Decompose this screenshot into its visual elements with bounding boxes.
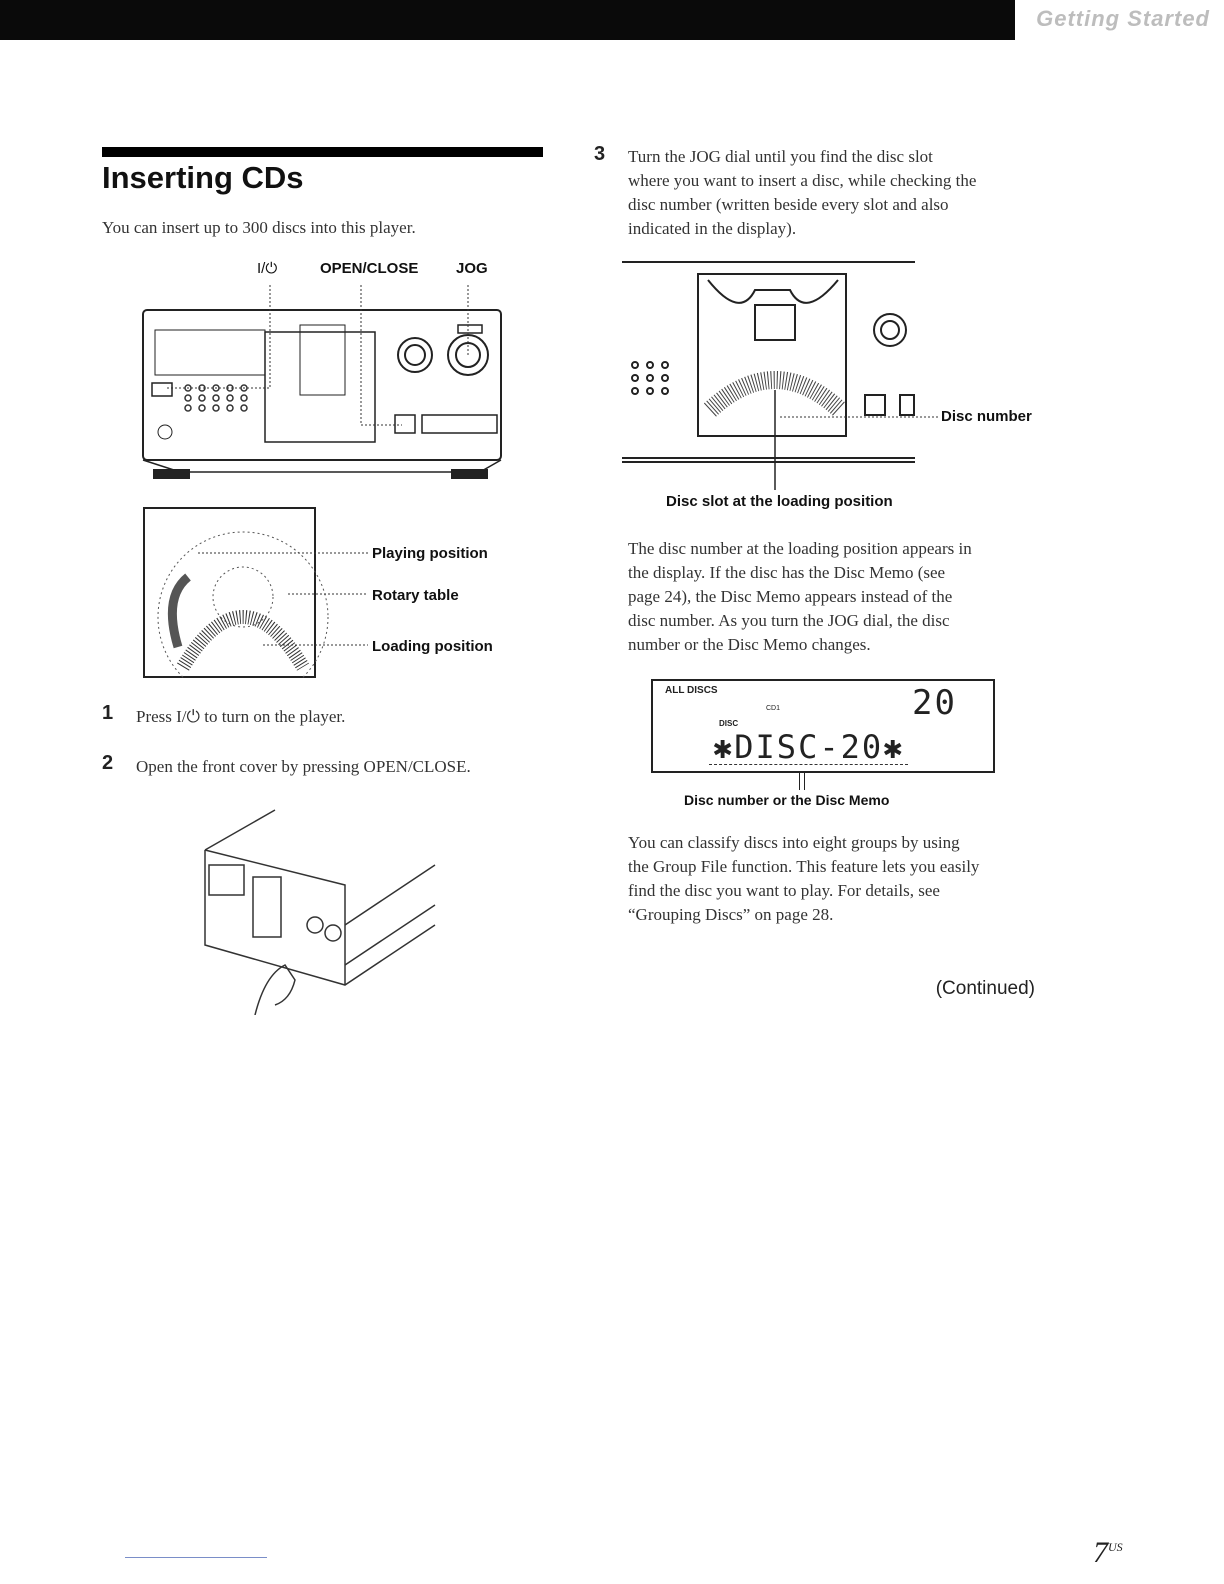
- label-loading-position: Loading position: [372, 638, 493, 655]
- text-line: “Grouping Discs” on page 28.: [628, 905, 834, 924]
- label-power: I/⏻: [257, 260, 278, 277]
- display-cd: CD1: [766, 705, 781, 712]
- label-rotary-table: Rotary table: [372, 587, 459, 604]
- label-disc-number: Disc number: [941, 408, 1032, 425]
- text-line: find the disc you want to play. For details, see: [628, 881, 940, 900]
- label-disc-slot: Disc slot at the loading position: [666, 493, 893, 510]
- text-line: disc number (written beside every slot and also: [628, 195, 949, 214]
- section-title: Getting Started: [1036, 6, 1210, 31]
- paragraph-group-file: [628, 831, 979, 927]
- display-all-discs: ALL DISCS: [665, 685, 718, 696]
- disc-slot-illustration: [620, 260, 940, 490]
- display-caption: Disc number or the Disc Memo: [684, 792, 890, 808]
- page-number-value: 7: [1093, 1536, 1108, 1569]
- text-line: indicated in the display).: [628, 219, 797, 238]
- step-1-text: Press I/⏻ to turn on the player.: [136, 707, 346, 726]
- text-line: the display. If the disc has the Disc Memo (see: [628, 563, 946, 582]
- page-number: [1093, 1536, 1123, 1570]
- title-rule: [102, 147, 543, 157]
- display-number: 20: [912, 683, 957, 723]
- label-open-close: OPEN/CLOSE: [320, 260, 419, 277]
- text-line: The disc number at the loading position appears in: [628, 539, 972, 558]
- continued-note: (Continued): [935, 978, 1035, 999]
- caption-pointer: [799, 772, 805, 790]
- cd-player-front-illustration: [140, 280, 510, 485]
- page-number-suffix: US: [1108, 1540, 1123, 1554]
- display-disc-label: DISC: [719, 719, 739, 728]
- step-2-number: 2: [102, 752, 114, 774]
- label-jog: JOG: [456, 260, 488, 277]
- text-line: the Group File function. This feature lets you easily: [628, 857, 980, 876]
- text-line: You can classify discs into eight groups by using: [628, 833, 960, 852]
- label-playing-position: Playing position: [372, 545, 488, 562]
- step-3-text: [628, 145, 976, 241]
- display-panel: [651, 679, 995, 773]
- text-line: disc number. As you turn the JOG dial, the disc: [628, 611, 950, 630]
- section-header-bar: [0, 0, 1210, 40]
- page-title: Inserting CDs: [102, 160, 304, 195]
- pressing-open-close-illustration: [195, 805, 445, 1015]
- step-2-text: Open the front cover by pressing OPEN/CLOSE.: [136, 757, 471, 776]
- step-3-number: 3: [594, 143, 606, 165]
- footer-rule: [125, 1557, 267, 1558]
- text-line: page 24), the Disc Memo appears instead of the: [628, 587, 953, 606]
- text-line: where you want to insert a disc, while checking the: [628, 171, 977, 190]
- paragraph-disc-number: [628, 537, 972, 657]
- text-line: Turn the JOG dial until you find the disc slot: [628, 147, 933, 166]
- intro-text: You can insert up to 300 discs into this player.: [102, 218, 416, 237]
- text-line: number or the Disc Memo changes.: [628, 635, 871, 654]
- step-1-number: 1: [102, 702, 114, 724]
- display-memo: ✱DISC-20✱: [709, 731, 908, 765]
